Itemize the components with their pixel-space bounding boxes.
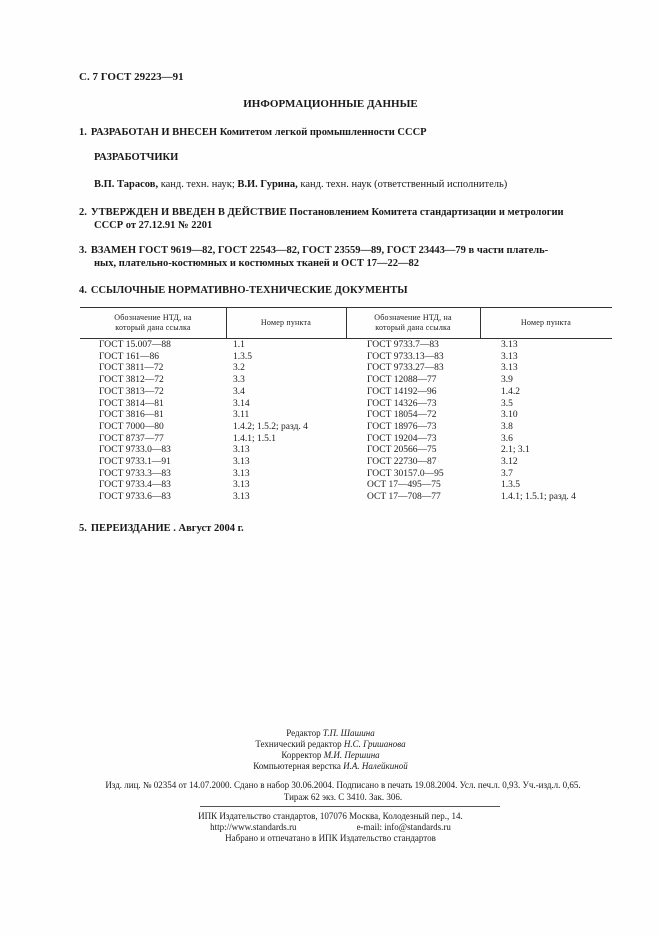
table-header-rule [80,338,612,339]
table-header-doc-right: Обозначение НТД, на который дана ссылка [374,312,452,332]
section-2-line1: Постановлением Комитета стандартизации и метрологии [286,207,564,218]
section-4 [79,285,408,296]
section-4-heading: ССЫЛОЧНЫЕ НОРМАТИВНО-ТЕХНИЧЕСКИЕ ДОКУМЕНТЫ [90,285,408,296]
section-3-line2: ных, плательно-костюмных и костюмных тканей и ОСТ 17—22—82 [94,258,420,269]
table-cell-doc: ГОСТ 15.007—88 [99,340,171,350]
table-cell-doc: ГОСТ 9733.27—83 [367,363,444,374]
section-1 [79,126,427,139]
developer-1-name: В.П. Тарасов, [94,179,159,190]
developer-2-name: В.И. Гурина, [237,179,298,190]
table-cell-doc: ГОСТ 12088—77 [367,375,437,386]
imprint-separator [200,806,500,807]
table-cell-item: 3.7 [501,468,513,479]
section-2 [79,206,619,232]
table-cell-item: 3.4 [233,386,245,397]
section-5 [79,522,244,535]
table-cell-item: 3.13 [501,363,518,374]
section-1-number: 1. [79,127,87,138]
table-cell-doc: ГОСТ 9733.0—83 [99,445,171,456]
imprint-line2: Тираж 62 экз. С 3410. Зак. 306. [283,791,403,802]
section-1-heading: РАЗРАБОТАН И ВНЕСЕН [90,127,218,138]
table-cell-doc: ГОСТ 14326—73 [367,398,437,409]
table-cell-item: 1.4.2; 1.5.2; разд. 4 [233,421,308,432]
table-cell-doc: ГОСТ 9733.7—83 [367,340,439,350]
table-cell-doc: ОСТ 17—708—77 [367,492,441,503]
section-1-text: Комитетом легкой промышленности СССР [217,127,427,138]
publisher-line2 [0,822,661,834]
table-cell-doc: ГОСТ 3811—72 [99,363,164,374]
table-cell-item: 3.9 [501,375,513,386]
table-cell-item: 2.1; 3.1 [501,445,530,456]
imprint [79,780,607,803]
developers-line [94,179,507,190]
table-cell-item: 3.2 [233,363,245,374]
table-cell-item: 3.13 [233,445,250,456]
table-cell-item: 3.14 [233,398,250,409]
table-cell-doc: ГОСТ 22730—87 [367,457,437,468]
developer-2-title: канд. техн. наук (ответственный исполнитель) [297,179,508,190]
table-cell-doc: ГОСТ 20566—75 [367,445,437,456]
table-cell-item: 3.5 [501,398,513,409]
credit-corrector: Корректор М.И. Першина [281,750,380,760]
table-cell-doc: ГОСТ 9733.6—83 [99,492,171,503]
table-cell-item: 1.4.1; 1.5.1; разд. 4 [501,492,576,503]
table-cell-item: 3.6 [501,433,513,444]
table-header-item-right: Номер пункта [520,317,572,327]
table-cell-doc: ГОСТ 19204—73 [367,433,437,444]
publisher-line1: ИПК Издательство стандартов, 107076 Москва, Колодезный пер., 14. [198,811,463,821]
table-cell-item: 3.11 [233,410,250,421]
table-header-item-left: Номер пункта [260,317,312,327]
table-cell-doc: ГОСТ 3816—81 [99,410,164,421]
section-5-heading: ПЕРЕИЗДАНИЕ . Август 2004 г. [90,523,244,534]
section-4-number: 4. [79,285,87,296]
credit-tech-editor: Технический редактор Н.С. Гришанова [255,739,406,749]
table-header-doc-left: Обозначение НТД, на который дана ссылка [114,312,192,332]
table-cell-item: 3.13 [501,351,518,362]
table-cell-doc: ГОСТ 3812—72 [99,375,164,386]
document-title: ИНФОРМАЦИОННЫЕ ДАННЫЕ [243,98,418,110]
table-cell-item: 3.13 [233,492,250,503]
section-3-line1: в части платель- [465,245,549,256]
page-header: С. 7 ГОСТ 29223—91 [79,71,184,83]
table-cell-item: 3.13 [501,340,518,350]
table-cell-doc: ГОСТ 7000—80 [99,421,164,432]
table-cell-doc: ГОСТ 9733.4—83 [99,480,171,491]
table-cell-item: 3.13 [233,468,250,479]
section-2-line2: СССР от 27.12.91 № 2201 [94,220,213,231]
table-cell-doc: ГОСТ 30157.0—95 [367,468,444,479]
table-cell-item: 3.10 [501,410,518,421]
section-2-heading: УТВЕРЖДЕН И ВВЕДЕН В ДЕЙСТВИЕ [90,207,287,218]
publisher-url[interactable]: http://www.standards.ru [210,822,297,832]
table-cell-item: 3.13 [233,457,250,468]
table-cell-doc: ОСТ 17—495—75 [367,480,441,491]
table-cell-item: 1.3.5 [233,351,252,362]
section-5-number: 5. [79,523,87,534]
table-cell-doc: ГОСТ 9733.1—91 [99,457,171,468]
table-cell-doc: ГОСТ 3813—72 [99,386,164,397]
publisher-email[interactable]: e-mail: info@standards.ru [356,822,451,832]
credit-layout: Компьютерная верстка И.А. Налейкиной [253,761,408,771]
table-cell-item: 3.12 [501,457,518,468]
table-cell-item: 1.4.2 [501,386,520,397]
imprint-line1: Изд. лиц. № 02354 от 14.07.2000. Сдано в набор 30.06.2004. Подписано в печать 19.08.2004. Усл. печ.л. 0,93. Уч.-изд.л. 0,65. [105,780,581,790]
table-cell-doc: ГОСТ 3814—81 [99,398,164,409]
table-column-right-items [501,340,576,504]
table-column-left-docs [99,340,171,504]
section-3-heading: ВЗАМЕН ГОСТ 9619—82, ГОСТ 22543—82, ГОСТ 23559—89, ГОСТ 23443—79 [90,245,466,256]
table-cell-item: 1.1 [233,340,245,350]
table-cell-item: 3.13 [233,480,250,491]
section-2-number: 2. [79,207,87,218]
references-table [80,307,612,507]
developers-label: РАЗРАБОТЧИКИ [94,152,179,163]
table-cell-doc: ГОСТ 18976—73 [367,421,437,432]
table-cell-doc: ГОСТ 9733.13—83 [367,351,444,362]
developer-1-title: канд. техн. наук; [158,179,238,190]
table-cell-item: 1.3.5 [501,480,520,491]
table-cell-item: 1.4.1; 1.5.1 [233,433,277,444]
table-cell-doc: ГОСТ 18054—72 [367,410,437,421]
table-cell-doc: ГОСТ 14192—96 [367,386,437,397]
table-cell-doc: ГОСТ 8737—77 [99,433,164,444]
credit-editor: Редактор Т.П. Шашина [286,728,375,738]
table-cell-item: 3.8 [501,421,513,432]
publisher-line3: Набрано и отпечатано в ИПК Издательство стандартов [225,833,436,843]
table-cell-item: 3.3 [233,375,245,386]
table-cell-doc: ГОСТ 9733.3—83 [99,468,171,479]
table-column-left-items [233,340,308,504]
section-3 [79,244,619,270]
table-column-right-docs [367,340,444,504]
table-cell-doc: ГОСТ 161—86 [99,351,159,362]
section-3-number: 3. [79,245,87,256]
